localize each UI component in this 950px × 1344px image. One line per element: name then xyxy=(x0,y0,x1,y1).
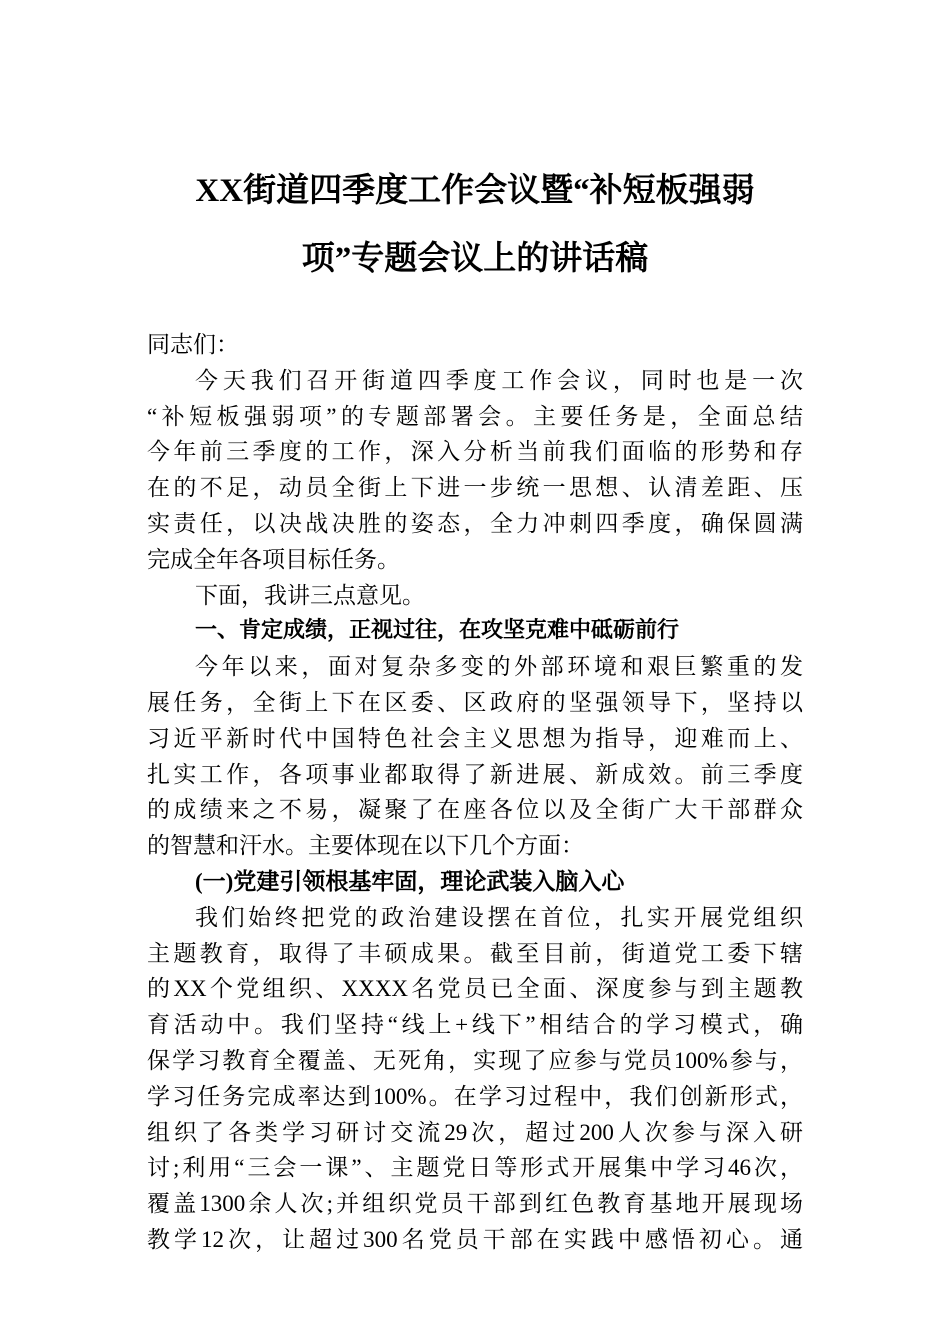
text-line: 习近平新时代中国特色社会主义思想为指导，迎难而上、 xyxy=(147,725,803,751)
paragraph xyxy=(147,900,803,1258)
text-line: 下面，我讲三点意见。 xyxy=(195,582,425,608)
text-line: 在的不足，动员全街上下进一步统一思想、认清差距、压 xyxy=(147,475,803,501)
text-line: 今年前三季度的工作，深入分析当前我们面临的形势和存 xyxy=(147,439,803,465)
text-line: 扎实工作，各项事业都取得了新进展、新成效。前三季度 xyxy=(147,761,803,787)
text-line: 覆盖1300余人次;并组织党员干部到红色教育基地开展现场 xyxy=(147,1191,803,1217)
document-title-line-1: XX街道四季度工作会议暨“补短板强弱 xyxy=(195,173,755,209)
text-line: 讨;利用“三会一课”、主题党日等形式开展集中学习46次， xyxy=(147,1155,803,1181)
text-line: 一、肯定成绩，正视过往，在攻坚克难中砥砺前行 xyxy=(195,618,680,644)
paragraph xyxy=(147,578,803,614)
text-line: 展任务，全街上下在区委、区政府的坚强领导下，坚持以 xyxy=(147,689,803,715)
paragraph xyxy=(147,649,803,864)
text-line: 实责任，以决战决胜的姿态，全力冲刺四季度，确保圆满 xyxy=(147,510,803,536)
text-line: 的成绩来之不易，凝聚了在座各位以及全街广大干部群众 xyxy=(147,797,803,823)
text-line: 教学12次，让超过300名党员干部在实践中感悟初心。通 xyxy=(147,1226,803,1252)
text-line: 主题教育，取得了丰硕成果。截至目前，街道党工委下辖 xyxy=(147,940,803,966)
document-title-line-2: 项”专题会议上的讲话稿 xyxy=(301,241,649,277)
text-line: 育活动中。我们坚持“线上+线下”相结合的学习模式，确 xyxy=(147,1012,803,1038)
text-line: 同志们： xyxy=(147,332,239,357)
text-line: 我们始终把党的政治建设摆在首位，扎实开展党组织 xyxy=(195,904,803,930)
document-body xyxy=(147,327,803,1258)
section-heading xyxy=(147,613,803,649)
text-line: 的智慧和汗水。主要体现在以下几个方面： xyxy=(147,833,584,859)
text-line: “补短板强弱项”的专题部署会。主要任务是，全面总结 xyxy=(147,403,803,429)
paragraph xyxy=(147,363,803,578)
subsection-heading xyxy=(147,864,803,900)
text-line: 学习任务完成率达到100%。在学习过程中，我们创新形式， xyxy=(147,1083,803,1109)
text-line: 完成全年各项目标任务。 xyxy=(147,546,400,572)
text-line: 组织了各类学习研讨交流29次，超过200人次参与深入研 xyxy=(147,1119,803,1145)
salutation xyxy=(147,327,803,363)
text-line: 今年以来，面对复杂多变的外部环境和艰巨繁重的发 xyxy=(195,654,803,680)
text-line: 今天我们召开街道四季度工作会议，同时也是一次 xyxy=(195,367,803,393)
text-line: 保学习教育全覆盖、无死角，实现了应参与党员100%参与， xyxy=(147,1047,803,1073)
text-line: (一)党建引领根基牢固，理论武装入脑入心 xyxy=(195,868,625,894)
text-line: 的XX个党组织、XXXX名党员已全面、深度参与到主题教 xyxy=(147,976,803,1002)
